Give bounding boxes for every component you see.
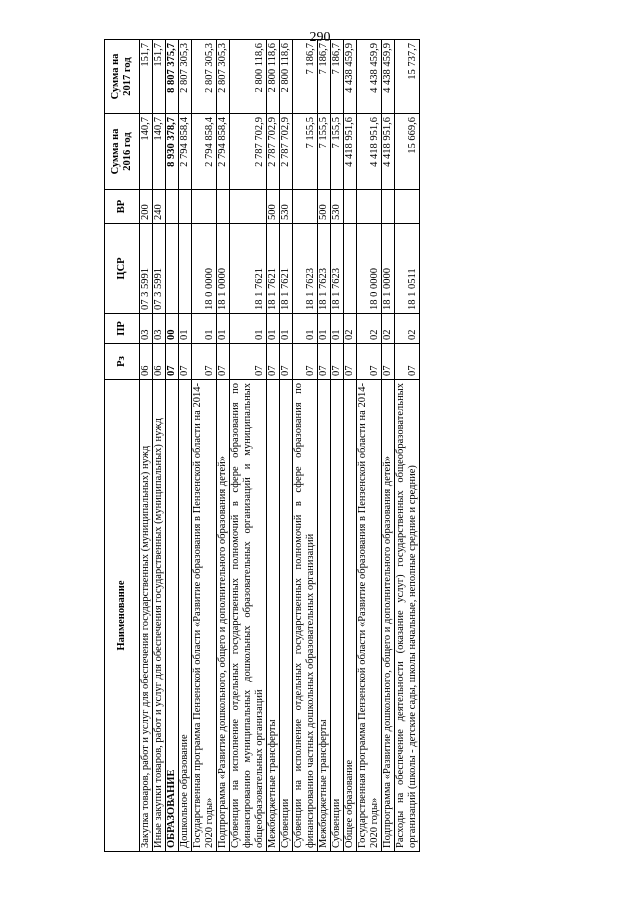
cell-sum-2016: 2 787 702,9 — [280, 114, 293, 190]
cell-name: ОБРАЗОВАНИЕ — [166, 380, 179, 852]
table-header-row — [105, 40, 140, 852]
cell-pr: 02 — [395, 314, 420, 344]
cell-sum-2016: 7 155,5 — [331, 114, 344, 190]
cell-pr: 03 — [140, 314, 153, 344]
cell-sum-2017: 2 800 118,6 — [280, 40, 293, 114]
cell-csr: 07 3 5991 — [140, 224, 153, 314]
cell-sum-2017: 4 438 459,9 — [344, 40, 357, 114]
cell-rz: 07 — [217, 344, 230, 380]
cell-csr — [166, 224, 179, 314]
cell-sum-2017: 4 438 459,9 — [357, 40, 382, 114]
cell-sum-2016: 2 794 858,4 — [217, 114, 230, 190]
cell-pr: 01 — [293, 314, 318, 344]
cell-pr: 02 — [382, 314, 395, 344]
cell-rz: 07 — [395, 344, 420, 380]
header-csr: ЦСР — [105, 224, 140, 314]
header-sum-2017: Сумма на 2017 год — [105, 40, 140, 114]
header-pr: ПР — [105, 314, 140, 344]
cell-rz: 06 — [140, 344, 153, 380]
cell-csr: 18 1 7621 — [230, 224, 267, 314]
table-row — [331, 40, 344, 852]
table-row — [395, 40, 420, 852]
cell-csr: 18 1 7623 — [293, 224, 318, 314]
cell-name: Государственная программа Пензенской области «Развитие образования в Пензенской области на 2014-2020 годы» — [357, 380, 382, 852]
cell-vr: 200 — [140, 190, 153, 224]
cell-sum-2017: 15 737,7 — [395, 40, 420, 114]
table-body — [140, 40, 420, 852]
cell-name: Субвенции — [280, 380, 293, 852]
cell-rz: 07 — [230, 344, 267, 380]
cell-csr: 18 1 0000 — [217, 224, 230, 314]
cell-sum-2016: 8 930 378,7 — [166, 114, 179, 190]
cell-name: Межбюджетные трансферты — [267, 380, 280, 852]
cell-rz: 07 — [280, 344, 293, 380]
table-row — [230, 40, 267, 852]
header-name: Наименование — [105, 380, 140, 852]
cell-name: Подпрограмма «Развитие дошкольного, общего и дополнительного образования детей» — [217, 380, 230, 852]
cell-sum-2016: 2 794 858,4 — [192, 114, 217, 190]
cell-csr: 07 3 5991 — [153, 224, 166, 314]
table-row — [293, 40, 318, 852]
cell-csr: 18 1 0000 — [382, 224, 395, 314]
cell-vr: 500 — [318, 190, 331, 224]
cell-rz: 07 — [166, 344, 179, 380]
cell-csr: 18 1 0511 — [395, 224, 420, 314]
cell-sum-2017: 7 186,7 — [293, 40, 318, 114]
cell-rz: 07 — [357, 344, 382, 380]
cell-sum-2017: 151,7 — [140, 40, 153, 114]
cell-sum-2017: 4 438 459,9 — [382, 40, 395, 114]
cell-pr: 00 — [166, 314, 179, 344]
header-sum-2016: Сумма на 2016 год — [105, 114, 140, 190]
cell-rz: 07 — [344, 344, 357, 380]
cell-sum-2017: 7 186,7 — [331, 40, 344, 114]
cell-csr: 18 1 7621 — [267, 224, 280, 314]
cell-pr: 01 — [179, 314, 192, 344]
page-number: 290 — [309, 30, 331, 45]
cell-sum-2017: 2 800 118,6 — [267, 40, 280, 114]
cell-csr: 18 1 7621 — [280, 224, 293, 314]
cell-sum-2016: 140,7 — [140, 114, 153, 190]
table-row — [192, 40, 217, 852]
cell-vr: 530 — [280, 190, 293, 224]
cell-vr — [357, 190, 382, 224]
cell-rz: 07 — [382, 344, 395, 380]
cell-name: Общее образование — [344, 380, 357, 852]
cell-rz: 07 — [267, 344, 280, 380]
cell-pr: 02 — [357, 314, 382, 344]
table-row — [357, 40, 382, 852]
table-row — [166, 40, 179, 852]
cell-csr — [179, 224, 192, 314]
cell-sum-2016: 2 794 858,4 — [179, 114, 192, 190]
table-row — [217, 40, 230, 852]
cell-vr — [293, 190, 318, 224]
cell-vr — [395, 190, 420, 224]
cell-sum-2016: 15 669,6 — [395, 114, 420, 190]
cell-vr — [382, 190, 395, 224]
cell-sum-2016: 2 787 702,9 — [230, 114, 267, 190]
cell-sum-2017: 2 800 118,6 — [230, 40, 267, 114]
table-row — [179, 40, 192, 852]
cell-name: Иные закупки товаров, работ и услуг для обеспечения государственных (муниципальных) нужд — [153, 380, 166, 852]
header-rz: Рз — [105, 344, 140, 380]
cell-vr: 530 — [331, 190, 344, 224]
table-row — [140, 40, 153, 852]
cell-name: Межбюджетные трансферты — [318, 380, 331, 852]
cell-vr — [192, 190, 217, 224]
cell-name: Субвенции — [331, 380, 344, 852]
cell-pr: 03 — [153, 314, 166, 344]
cell-name: Дошкольное образование — [179, 380, 192, 852]
cell-sum-2016: 2 787 702,9 — [267, 114, 280, 190]
cell-csr: 18 0 0000 — [192, 224, 217, 314]
cell-csr — [344, 224, 357, 314]
cell-pr: 01 — [230, 314, 267, 344]
cell-name: Субвенции на исполнение отдельных государственных полномочий в сфере образования по финансированию частных дошкольных образовательных организаций — [293, 380, 318, 852]
cell-name: Закупка товаров, работ и услуг для обеспечения государственных (муниципальных) нужд — [140, 380, 153, 852]
table-row — [153, 40, 166, 852]
budget-table — [104, 39, 420, 852]
cell-sum-2016: 7 155,5 — [293, 114, 318, 190]
cell-sum-2017: 2 807 305,3 — [179, 40, 192, 114]
cell-sum-2016: 140,7 — [153, 114, 166, 190]
cell-rz: 07 — [179, 344, 192, 380]
cell-rz: 07 — [192, 344, 217, 380]
rotated-table-area — [104, 40, 576, 852]
cell-sum-2017: 7 186,7 — [318, 40, 331, 114]
cell-vr — [166, 190, 179, 224]
cell-sum-2017: 2 807 305,3 — [217, 40, 230, 114]
cell-name: Расходы на обеспечение деятельности (оказание услуг) государственных общеобразовательных организаций (школы - детские сады, школы начальные, неполные средние и средние) — [395, 380, 420, 852]
cell-rz: 07 — [293, 344, 318, 380]
table-row — [318, 40, 331, 852]
cell-vr: 500 — [267, 190, 280, 224]
cell-name: Субвенции на исполнение отдельных государственных полномочий в сфере образования по финансированию муниципальных дошкольных образовательных организаций и муниципальных общеобразовательных организаций — [230, 380, 267, 852]
cell-rz: 07 — [318, 344, 331, 380]
cell-pr: 01 — [318, 314, 331, 344]
cell-sum-2016: 7 155,5 — [318, 114, 331, 190]
cell-vr — [217, 190, 230, 224]
cell-name: Государственная программа Пензенской области «Развитие образования в Пензенской области на 2014-2020 годы» — [192, 380, 217, 852]
budget-table-container — [104, 40, 576, 852]
cell-vr: 240 — [153, 190, 166, 224]
cell-name: Подпрограмма «Развитие дошкольного, общего и дополнительного образования детей» — [382, 380, 395, 852]
cell-vr — [344, 190, 357, 224]
cell-pr: 02 — [344, 314, 357, 344]
cell-sum-2017: 2 807 305,3 — [192, 40, 217, 114]
cell-sum-2016: 4 418 951,6 — [382, 114, 395, 190]
cell-sum-2017: 151,7 — [153, 40, 166, 114]
table-row — [280, 40, 293, 852]
cell-pr: 01 — [217, 314, 230, 344]
table-row — [344, 40, 357, 852]
cell-sum-2016: 4 418 951,6 — [344, 114, 357, 190]
table-row — [382, 40, 395, 852]
cell-pr: 01 — [267, 314, 280, 344]
cell-rz: 06 — [153, 344, 166, 380]
cell-sum-2016: 4 418 951,6 — [357, 114, 382, 190]
cell-csr: 18 1 7623 — [331, 224, 344, 314]
cell-csr: 18 1 7623 — [318, 224, 331, 314]
cell-rz: 07 — [331, 344, 344, 380]
cell-pr: 01 — [192, 314, 217, 344]
cell-sum-2017: 8 807 375,7 — [166, 40, 179, 114]
cell-csr: 18 0 0000 — [357, 224, 382, 314]
cell-vr — [230, 190, 267, 224]
table-row — [267, 40, 280, 852]
cell-pr: 01 — [280, 314, 293, 344]
cell-pr: 01 — [331, 314, 344, 344]
cell-vr — [179, 190, 192, 224]
header-vr: ВР — [105, 190, 140, 224]
